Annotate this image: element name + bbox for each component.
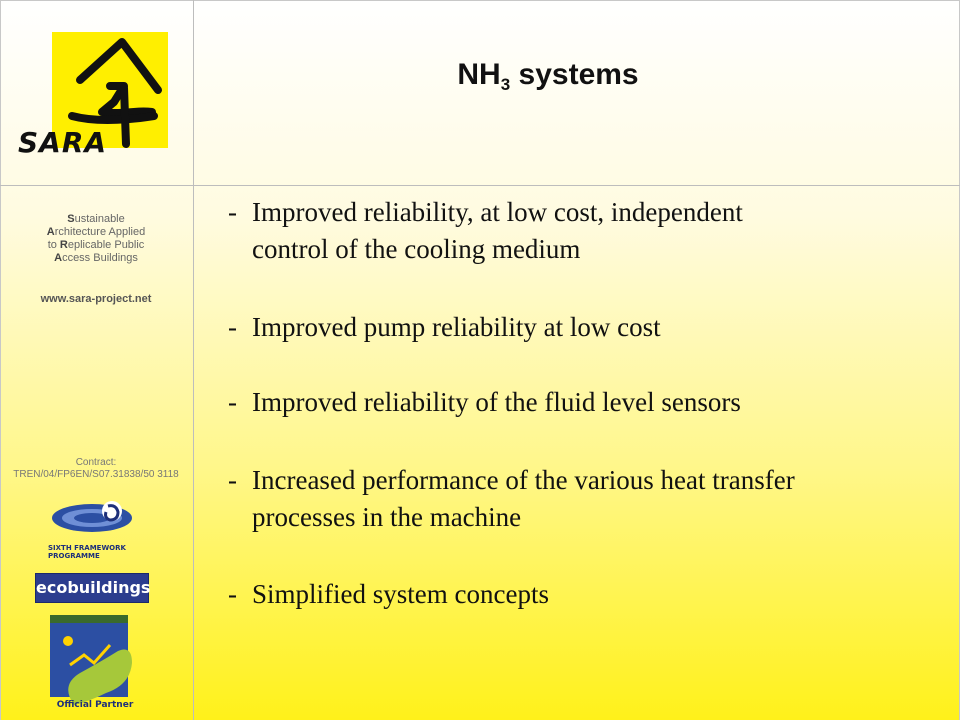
slide-title: $NH_3$ systems [457,58,639,94]
tagline-line: to Replicable Public [47,239,145,251]
sustainable-energy-europe-logo-icon [50,615,134,705]
horizontal-divider [0,185,960,186]
ecobuildings-logo [35,573,149,603]
bullet-item: - Improved reliability of the fluid level sensors [228,387,741,417]
official-partner-label: Official Partner [56,700,134,710]
ecobuildings-logo-text: ecobuildings [36,578,151,597]
border-top [0,0,960,1]
bullet-item: - Improved pump reliability at low cost [228,312,661,342]
sara-logo-text: SARA [18,126,108,159]
tagline-line: Access Buildings [54,252,138,264]
tagline-line: Sustainable [67,213,125,225]
contract-number: Contract: TREN/04/FP6EN/S07.31838/50 3118 [13,457,179,480]
bullet-item: - Increased performance of the various heat transfer processes in the machine [228,465,795,532]
project-url-link[interactable]: www.sara-project.net [40,293,152,305]
bullet-item: - Simplified system concepts [228,579,549,609]
vertical-divider [193,0,194,720]
bullet-item: - Improved reliability, at low cost, independent control of the cooling medium [228,197,743,264]
tagline-line: Architecture Applied [46,226,146,238]
border-left [0,0,1,720]
sidebar-tagline [10,213,182,265]
sixth-framework-label: SIXTH FRAMEWORK PROGRAMME [48,544,126,560]
